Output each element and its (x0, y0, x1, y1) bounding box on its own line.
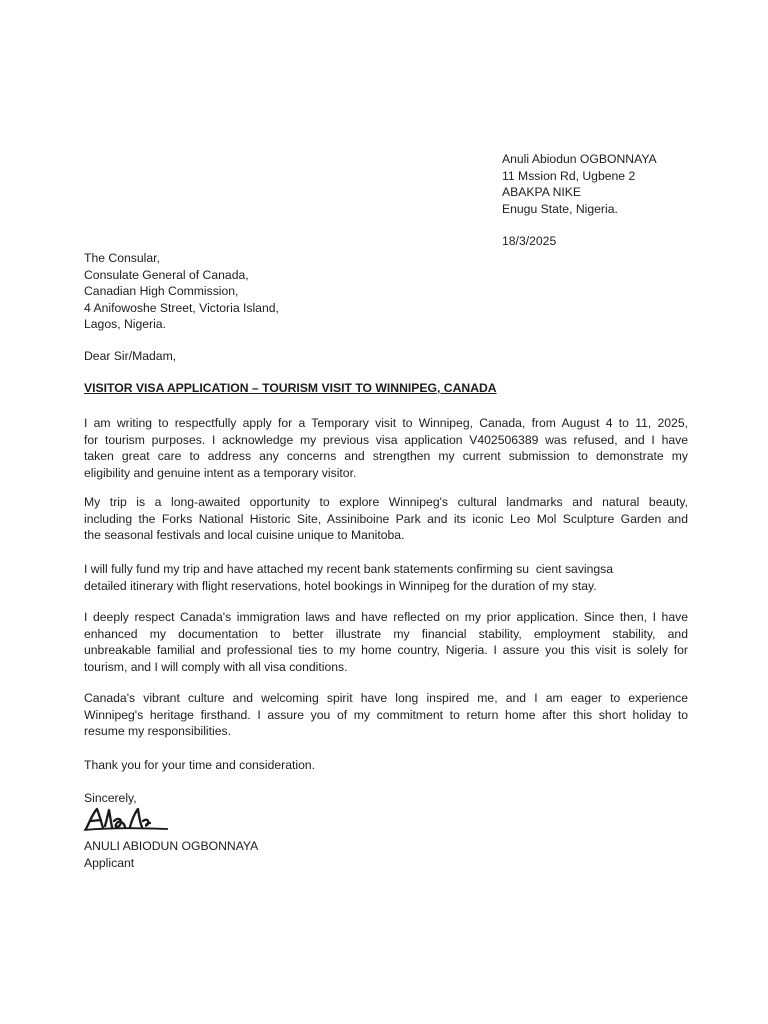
body-paragraph (84, 690, 688, 740)
body-paragraph (84, 561, 688, 594)
signatory-name: ANULI ABIODUN OGBONNAYA (84, 839, 259, 853)
paragraph-line: resume my responsibilities. (84, 724, 231, 739)
paragraph-line: eligibility and genuine intent as a temporary visitor. (84, 465, 357, 480)
recipient-line: The Consular, (84, 251, 160, 265)
paragraph-line: the seasonal festivals and local cuisine unique to Manitoba. (84, 528, 405, 543)
paragraph-line: detailed itinerary with flight reservations, hotel bookings in Winnipeg for the duration of my stay. (84, 578, 597, 593)
sender-address (502, 151, 657, 217)
signatory-role: Applicant (84, 856, 135, 870)
paragraph-line: I will fully fund my trip and have attached my recent bank statements confirming su cient savingsa (84, 562, 614, 576)
paragraph-line: including the Forks National Historic Site, Assiniboine Park and its iconic Leo Mol Sculpture Garden and (84, 511, 688, 526)
paragraph-line: tourism, and I will comply with all visa conditions. (84, 659, 348, 674)
recipient-line: 4 Anifowoshe Street, Victoria Island, (84, 300, 279, 315)
sender-address-line: ABAKPA NIKE (502, 185, 582, 200)
thanks-line: Thank you for your time and consideration. (84, 758, 316, 772)
handwritten-signature (84, 806, 168, 832)
sender-address-line: 11 Mssion Rd, Ugbene 2 (502, 168, 636, 183)
paragraph-line: Canada's vibrant culture and welcoming spirit have long inspired me, and I am eager to experience (84, 691, 688, 705)
paragraph-line: enhanced my documentation to better illustrate my financial stability, employment stability, and (84, 626, 688, 641)
letter-date: 18/3/2025 (502, 234, 557, 248)
recipient-address (84, 250, 279, 333)
paragraph-line: Winnipeg's heritage firsthand. I assure you of my commitment to return home after this short holiday to (84, 707, 688, 722)
paragraph-line: taken great care to address any concerns and strengthen my current submission to demonstrate my (84, 449, 688, 464)
body-paragraph (84, 494, 688, 544)
paragraph-line: I deeply respect Canada's immigration laws and have reflected on my prior application. Since then, I have (84, 610, 688, 624)
paragraph-line: I am writing to respectfully apply for a Temporary visit to Winnipeg, Canada, from August 4 to 11, 2025, (84, 416, 688, 430)
recipient-line: Consulate General of Canada, (84, 267, 249, 282)
sender-name: Anuli Abiodun OGBONNAYA (502, 152, 657, 166)
closing-line: Sincerely, (84, 791, 137, 805)
paragraph-line: My trip is a long-awaited opportunity to explore Winnipeg's cultural landmarks and natural beauty, (84, 495, 688, 509)
recipient-line: Canadian High Commission, (84, 284, 239, 299)
body-paragraph (84, 415, 688, 481)
subject-line: VISITOR VISA APPLICATION – TOURISM VISIT TO WINNIPEG, CANADA (84, 381, 497, 395)
salutation: Dear Sir/Madam, (84, 349, 177, 363)
sender-address-line: Enugu State, Nigeria. (502, 201, 618, 216)
paragraph-line: unbreakable familial and professional ties to my home country, Nigeria. I assure you this visit is solely for (84, 643, 688, 658)
body-paragraph (84, 609, 688, 675)
paragraph-line: for tourism purposes. I acknowledge my previous visa application V402506389 was refused, and I have (84, 432, 688, 447)
recipient-line: Lagos, Nigeria. (84, 317, 166, 332)
